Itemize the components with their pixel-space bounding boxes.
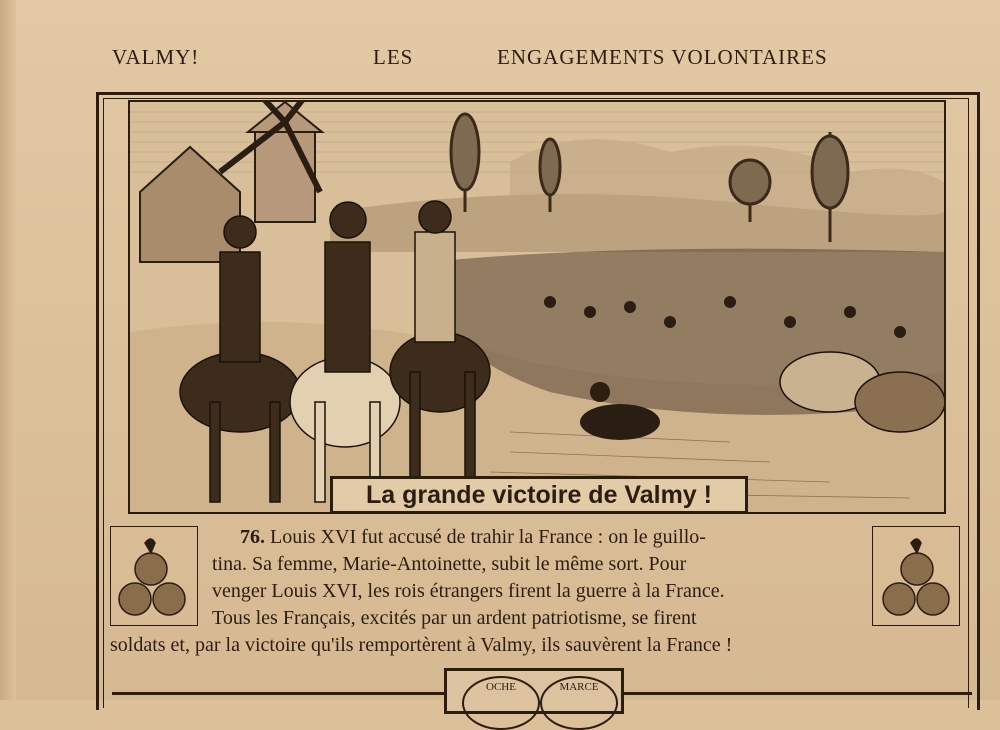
engraving-drawing <box>130 102 944 512</box>
story-text <box>110 524 962 659</box>
header-right: ENGAGEMENTS VOLONTAIRES <box>497 45 828 69</box>
text-line-2: tina. Sa femme, Marie-Antoinette, subit le même sort. Pour <box>212 553 687 575</box>
medal-right: MARCE <box>540 676 618 730</box>
page-edge <box>0 0 16 700</box>
text-line-4: Tous les Français, excités par un ardent patriotisme, se firent <box>212 607 697 629</box>
text-line-3: venger Louis XVI, les rois étrangers firent la guerre à la France. <box>212 580 725 602</box>
battle-engraving <box>128 100 946 514</box>
header-left: VALMY! <box>112 45 200 69</box>
illustration-caption: La grande victoire de Valmy ! <box>330 476 748 514</box>
paragraph-number: 76. <box>240 526 265 548</box>
text-line-1: 76. Louis XVI fut accusé de trahir la France : on le guillo- <box>240 526 706 548</box>
medal-left: OCHE <box>462 676 540 730</box>
text-line-5: soldats et, par la victoire qu'ils remportèrent à Valmy, ils sauvèrent la France ! <box>110 634 733 656</box>
header-middle: LES <box>373 45 414 69</box>
